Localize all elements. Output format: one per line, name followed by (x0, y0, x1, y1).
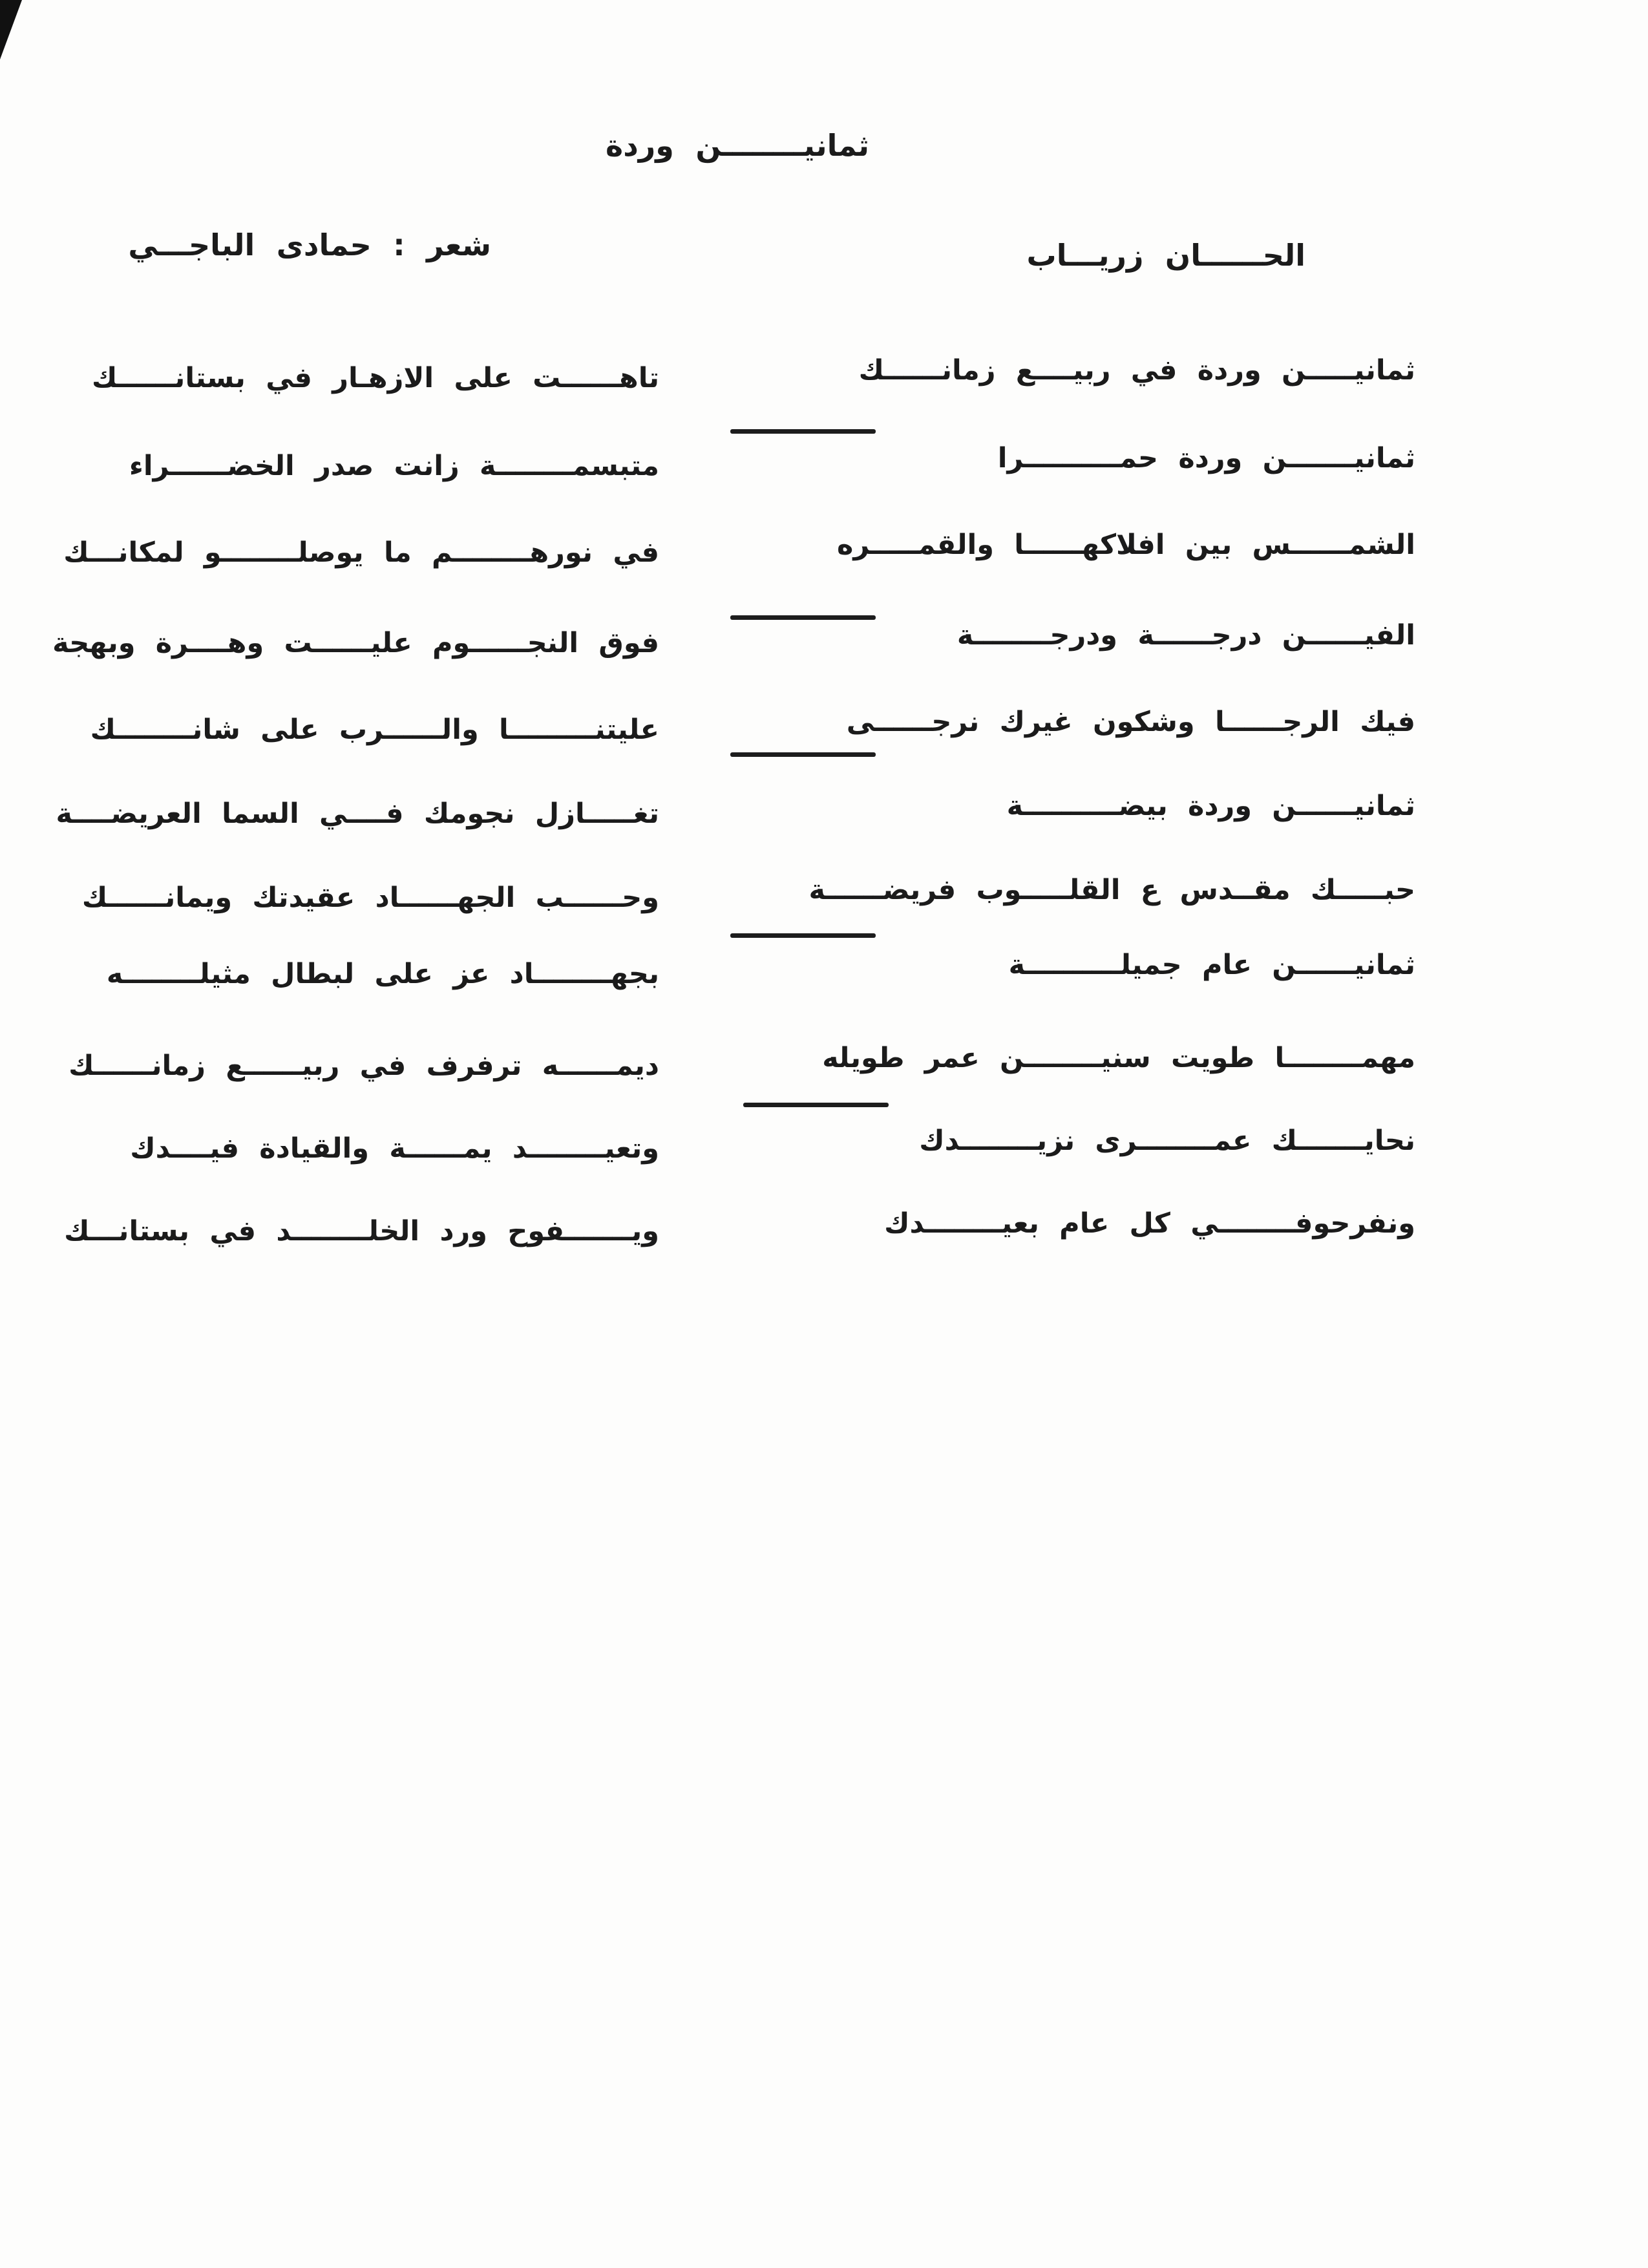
verse-first-hemistich: الشمــــــس بين افلاكهــــــا والقمـــــره (836, 529, 1415, 561)
verse-second-hemistich: تاهــــــت على الازهـار في بستانــــــك (91, 362, 659, 394)
verse-second-hemistich: فوق النجــــــوم عليــــــت وهــــرة وبهجة (52, 627, 659, 659)
verse-second-hemistich: تغـــــازل نجومك فــــي السما العريضــــة (56, 798, 659, 830)
verse-second-hemistich: متبسمــــــــة زانت صدر الخضــــــراء (129, 450, 659, 482)
verse-second-hemistich: ديمــــــه ترفرف في ربيــــــع زمانــــــك (69, 1050, 659, 1082)
verse-first-hemistich: حبـــــك مقــدس ع القلـــــوب فريضــــــة (808, 874, 1415, 906)
stanza-divider (730, 933, 876, 938)
verse-second-hemistich: بجهــــــــاد عز على لبطال مثيلــــــــه (106, 958, 659, 990)
verse-second-hemistich: عليتنـــــــــا والــــــرب على شانــــــــك (90, 714, 659, 746)
verse-first-hemistich: نحايـــــــك عمــــــــرى نزيــــــــدك (919, 1125, 1415, 1157)
verse-first-hemistich: ونفرحوفــــــــي كل عام بعيــــــــدك (884, 1207, 1415, 1240)
poet-credit: شعر : حمادى الباجـــي (128, 228, 491, 262)
verse-first-hemistich: مهمــــــــا طويت سنيــــــــن عمر طويله (822, 1042, 1415, 1074)
verse-first-hemistich: ثمانيــــــن وردة بيضــــــــــة (1006, 790, 1415, 822)
poem-title: ثمانيــــــــن وردة (606, 128, 869, 163)
verse-first-hemistich: الفيــــــن درجــــــة ودرجــــــــة (956, 619, 1415, 652)
scan-corner-artifact (0, 0, 22, 59)
verse-second-hemistich: في نورهــــــــم ما يوصلــــــــو لمكانـــك (63, 536, 659, 569)
verse-second-hemistich: وتعيــــــــد يمــــــة والقيادة فيــــدك (130, 1132, 659, 1165)
verse-second-hemistich: وحــــــب الجهــــــاد عقيدتك ويمانــــــك (81, 882, 659, 914)
stanza-divider (730, 752, 876, 757)
stanza-divider (730, 615, 876, 620)
stanza-divider (743, 1103, 889, 1107)
verse-first-hemistich: ثمانيــــــن عام جميلــــــــــة (1008, 949, 1415, 981)
stanza-divider (730, 429, 876, 434)
composer-credit: الحــــــان زريـــاب (1026, 238, 1305, 273)
verse-first-hemistich: ثمانيـــــن وردة في ربيــــع زمانــــــك (858, 354, 1415, 387)
verse-first-hemistich: فيك الرجــــــا وشكون غيرك نرجــــــى (846, 706, 1415, 738)
verse-first-hemistich: ثمانيـــــــن وردة حمــــــــــرا (997, 442, 1415, 474)
verse-second-hemistich: ويـــــــفوح ورد الخلــــــــد في بستانـــك (64, 1215, 659, 1247)
